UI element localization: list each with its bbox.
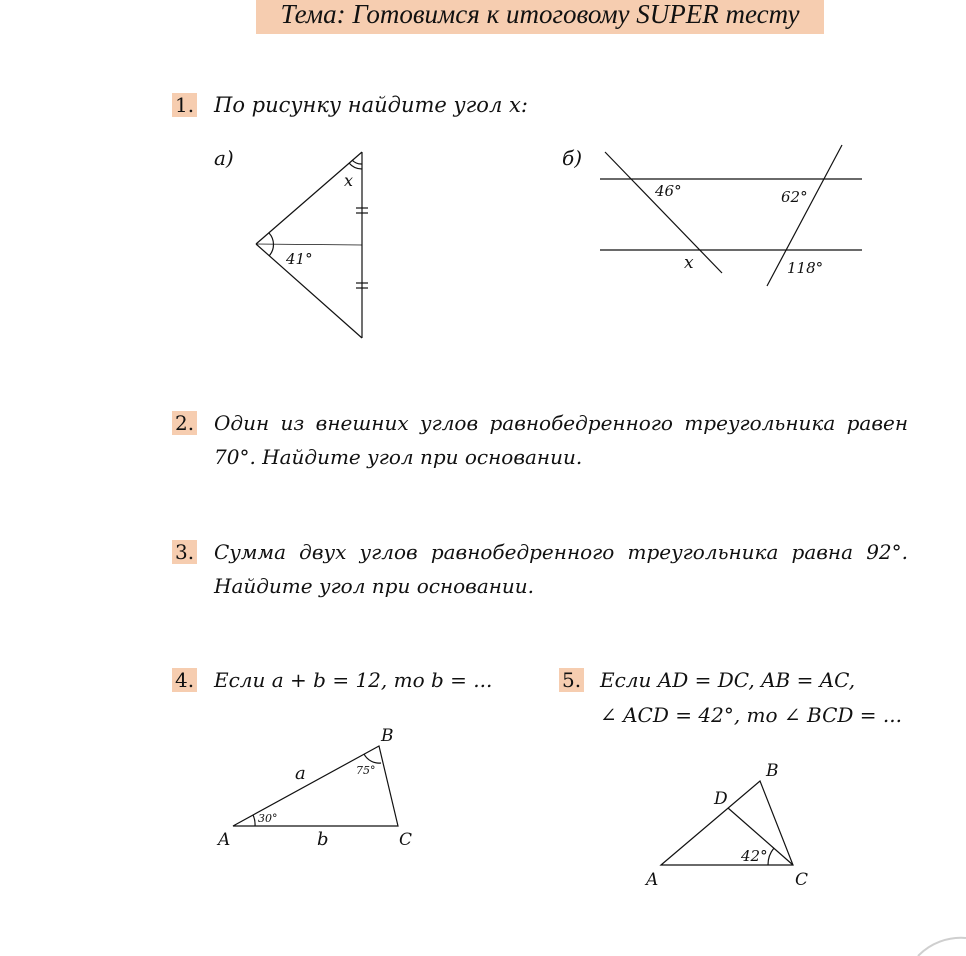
figure-b-46-label: 46° [655, 182, 682, 200]
figure-4-vertex-b: B [381, 726, 394, 746]
task-2-text: Один из внешних углов равнобедренного треугольника равен 70°. Найдите угол при основании. [214, 411, 908, 469]
figure-a-label: а) [214, 146, 234, 170]
task-4-text: Если a + b = 12, то b = ... [214, 668, 493, 692]
figure-b-label: б) [562, 146, 583, 170]
figure-b-62-label: 62° [781, 188, 808, 206]
task-2-number: 2. [172, 411, 197, 435]
figure-4-vertex-a: A [218, 830, 231, 850]
task-5-text-line1: Если AD = DC, AB = AC, [600, 668, 856, 692]
task-3-number: 3. [172, 540, 197, 564]
figure-5-vertex-d: D [714, 789, 728, 809]
task-3-text: Сумма двух углов равнобедренного треугольника равна 92°. Найдите угол при основании. [214, 540, 908, 598]
figure-4-side-b: b [317, 829, 329, 850]
figure-4-angle-30: 30° [258, 812, 278, 825]
task-4-number: 4. [172, 668, 197, 692]
figure-a-x-label: x [344, 171, 354, 190]
figure-5-vertex-b: B [766, 761, 779, 781]
figure-4-vertex-c: C [399, 830, 413, 850]
task-1-text: По рисунку найдите угол x: [214, 93, 528, 117]
figure-4-angle-75: 75° [356, 764, 376, 777]
figure-b-x-label: x [684, 253, 694, 273]
task-1-number: 1. [172, 93, 197, 117]
figure-4-side-a: a [295, 763, 306, 784]
figure-5-angle-42: 42° [741, 847, 768, 865]
figure-a-41-label: 41° [286, 250, 313, 268]
figure-5-vertex-c: C [795, 870, 809, 890]
page-title: Тема: Готовимся к итоговому SUPER тесту [256, 0, 824, 34]
figure-b-118-label: 118° [787, 259, 824, 277]
task-5-number: 5. [559, 668, 584, 692]
figure-5-vertex-a: A [646, 870, 659, 890]
task-5-text-line2: ∠ ACD = 42°, то ∠ BCD = ... [600, 703, 902, 727]
